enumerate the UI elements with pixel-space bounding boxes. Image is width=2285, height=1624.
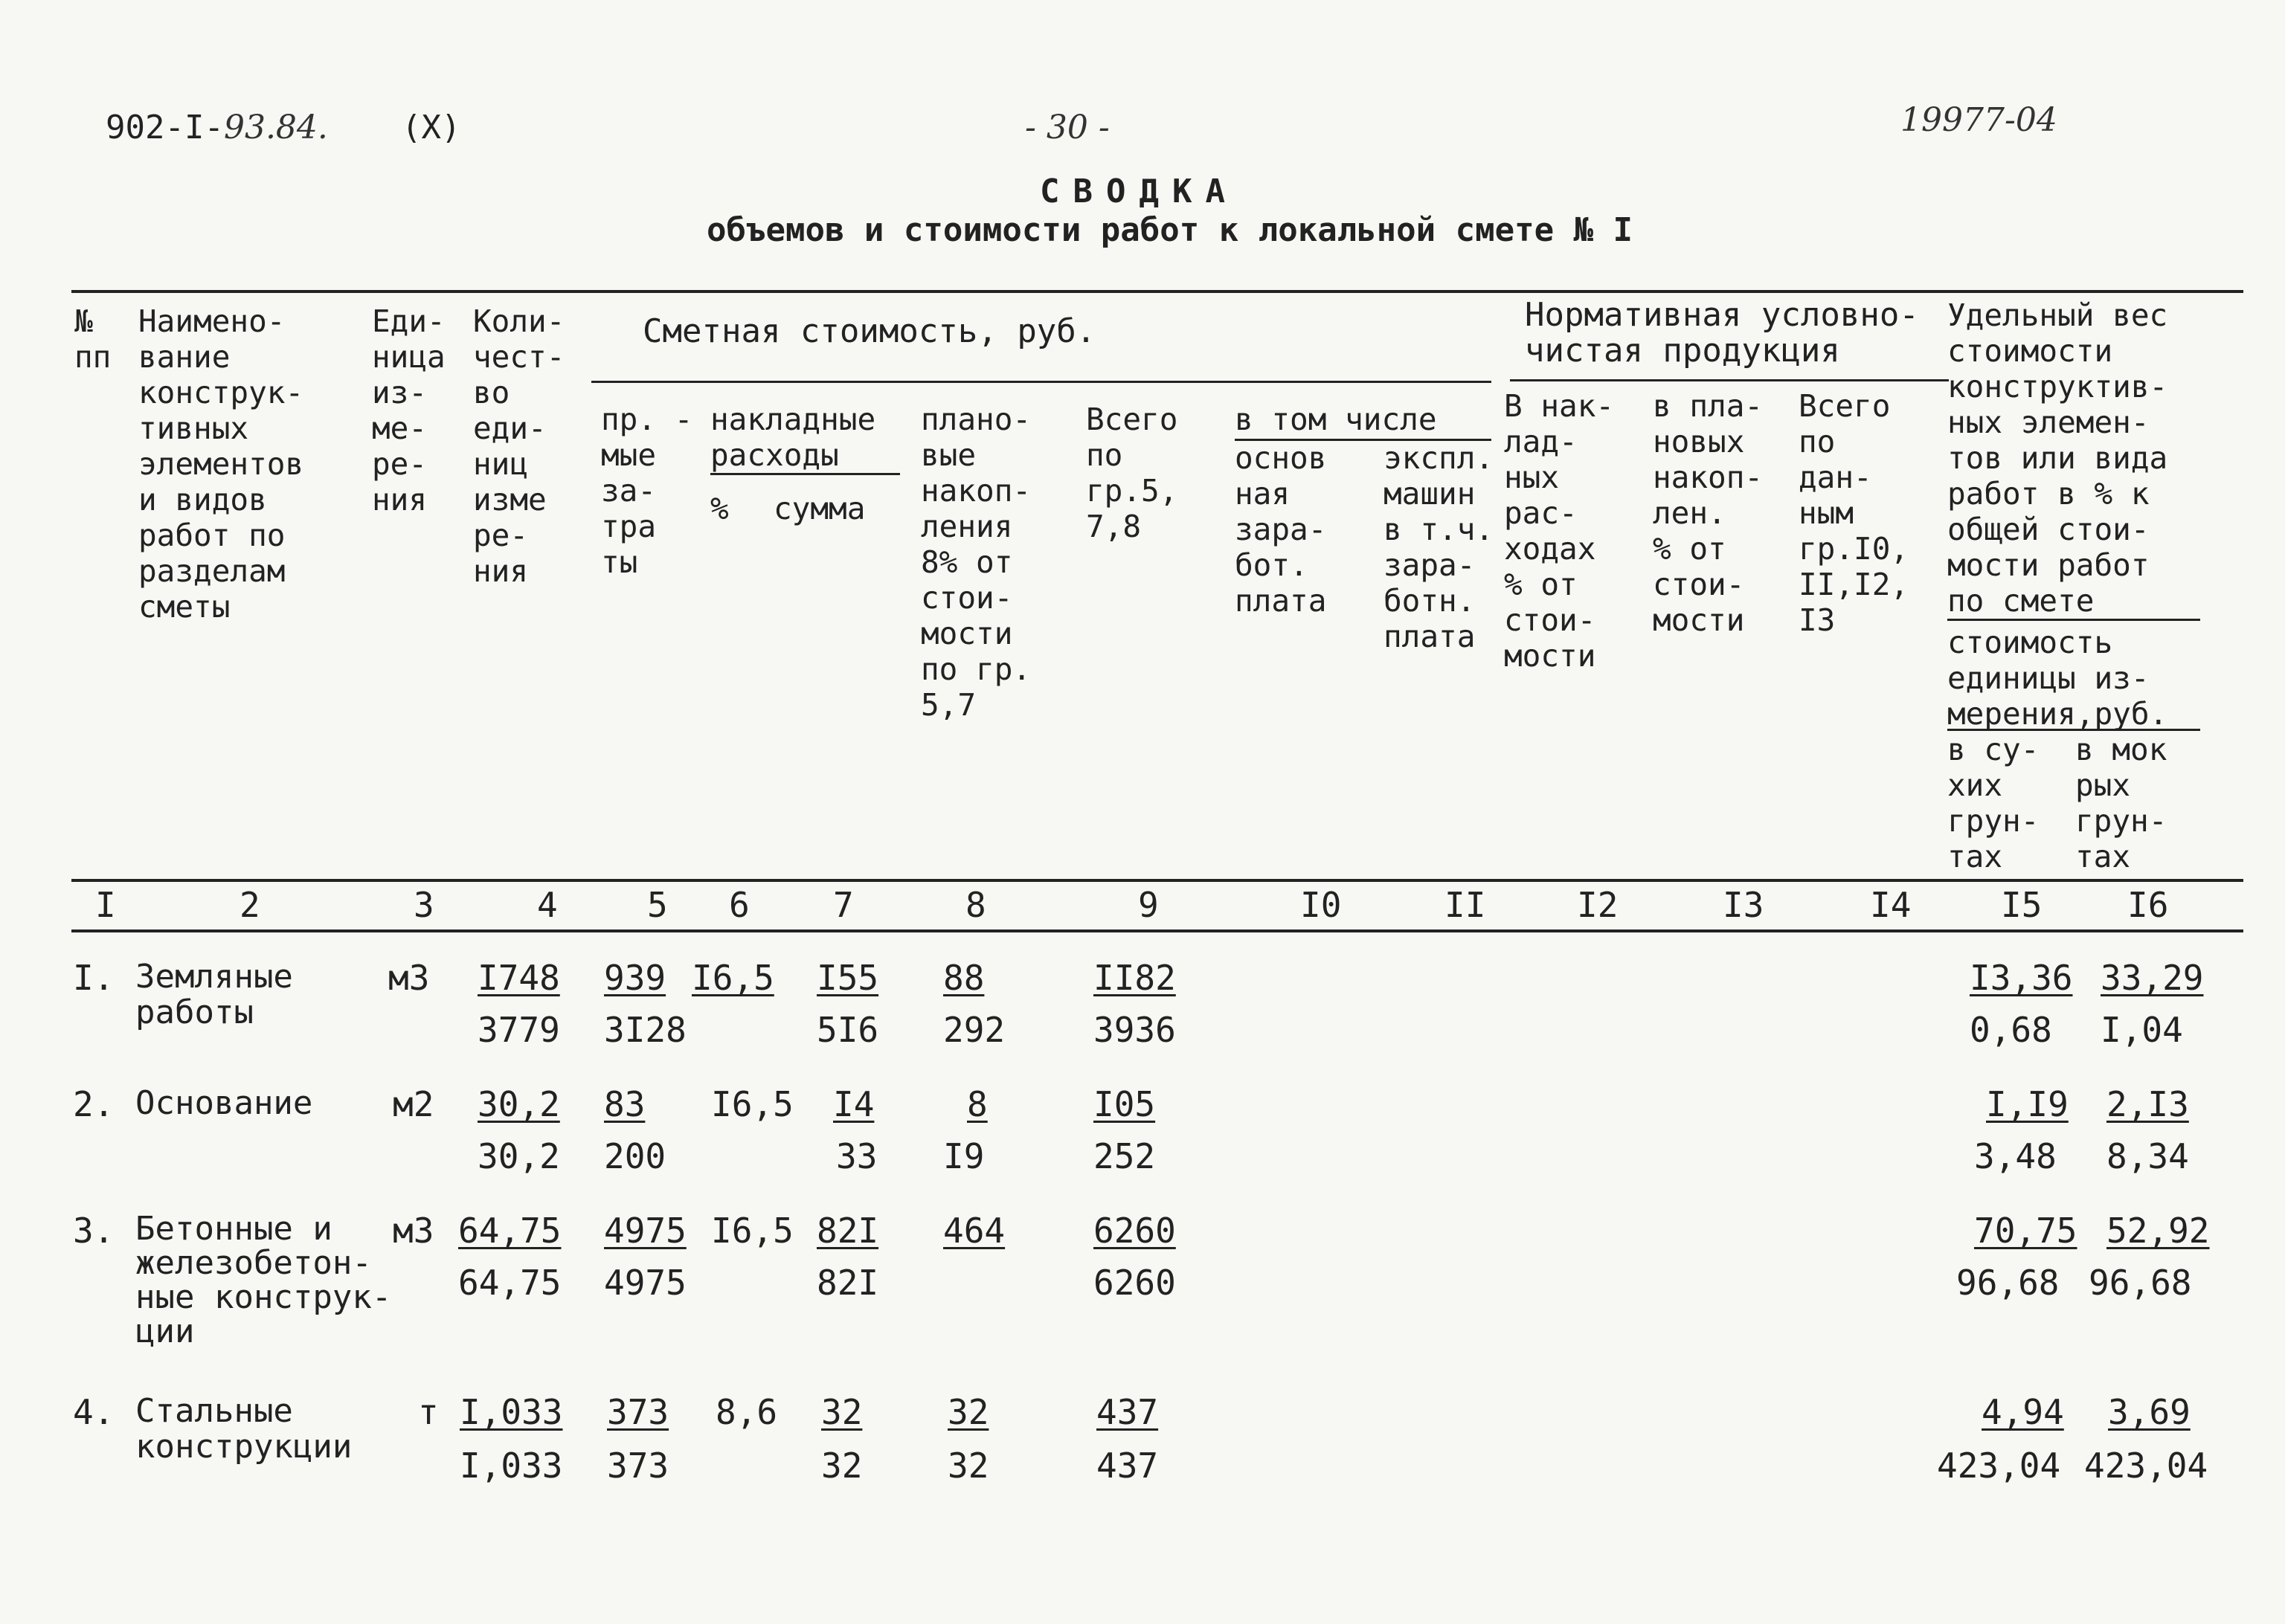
row-planned-top: 88 <box>943 958 985 998</box>
row-overhead-percent: I6,5 <box>692 958 774 998</box>
row-quantity-bottom: I,033 <box>460 1446 563 1486</box>
row-weight-wet-top: 33,29 <box>2101 958 2204 998</box>
header-total: Всего по гр.5, 7,8 <box>1086 402 1178 544</box>
row-direct-top: 83 <box>604 1084 646 1124</box>
header-wet-soil: в мок рых грун- тах <box>2075 732 2167 874</box>
column-number-7: 7 <box>833 885 854 925</box>
archive-number: 19977-04 <box>1900 101 2057 139</box>
column-number-5: 5 <box>647 885 668 925</box>
header-base-salary: основ ная зара- бот. плата <box>1235 440 1327 619</box>
row-number: 4. <box>73 1392 115 1432</box>
row-planned-bottom: I9 <box>943 1136 985 1176</box>
row-overhead-sum-top: 82I <box>817 1211 879 1251</box>
page-title: СВОДКА <box>1040 173 1238 210</box>
row-weight-wet-bottom: 96,68 <box>2089 1263 2192 1303</box>
header-dry-soil: в су- хих грун- тах <box>1947 732 2040 874</box>
row-weight-dry-top: 70,75 <box>1974 1211 2077 1251</box>
header-overhead-percent: % <box>710 491 729 526</box>
header-machine-operation: экспл. машин в т.ч. зара- ботн. плата <box>1383 440 1494 654</box>
norm-group-underline <box>1510 379 1949 381</box>
row-weight-dry-top: 4,94 <box>1982 1392 2064 1432</box>
header-norm-planned: в пла- новых накоп- лен. % от стои- мости <box>1653 388 1764 638</box>
row-overhead-sum-top: 32 <box>821 1392 863 1432</box>
column-number-12: I2 <box>1577 885 1619 925</box>
column-numbers-rule <box>71 929 2243 932</box>
column-number-8: 8 <box>965 885 986 925</box>
row-overhead-sum-top: I55 <box>817 958 879 998</box>
row-weight-dry-top: I3,36 <box>1970 958 2073 998</box>
row-total-top: II82 <box>1093 958 1176 998</box>
header-norm-group: Нормативная условно- чистая продукция <box>1525 296 1919 370</box>
weight-group-underline <box>1947 619 2200 621</box>
document-code <box>106 109 328 146</box>
row-direct-top: 939 <box>604 958 666 998</box>
row-weight-wet-bottom: 423,04 <box>2084 1446 2208 1486</box>
header-cost-group: Сметная стоимость, руб. <box>643 312 1096 350</box>
row-name: Стальные конструкции <box>135 1392 353 1466</box>
header-overhead-sum: сумма <box>774 491 866 526</box>
row-total-bottom: 252 <box>1093 1136 1156 1176</box>
row-number: I. <box>73 958 115 998</box>
row-weight-dry-bottom: 423,04 <box>1937 1446 2061 1486</box>
column-number-3: 3 <box>414 885 434 925</box>
row-weight-wet-top: 2,I3 <box>2106 1084 2189 1124</box>
column-number-6: 6 <box>729 885 750 925</box>
header-row-number: № пп <box>74 303 112 375</box>
row-unit: м3 <box>388 958 430 998</box>
header-incl-group: в том числе <box>1235 402 1437 437</box>
header-planned-savings: плано- вые накоп- ления 8% от стои- мости по гр. 5,7 <box>921 402 1032 723</box>
cost-group-underline <box>591 381 1491 383</box>
row-quantity-bottom: 3779 <box>478 1010 560 1050</box>
column-number-4: 4 <box>537 885 558 925</box>
column-number-1: I <box>95 885 116 925</box>
column-number-15: I5 <box>2001 885 2043 925</box>
column-number-2: 2 <box>240 885 260 925</box>
row-weight-wet-bottom: 8,34 <box>2106 1136 2189 1176</box>
row-quantity-top: I,033 <box>460 1392 563 1432</box>
row-total-bottom: 6260 <box>1093 1263 1176 1303</box>
row-number: 2. <box>73 1084 115 1124</box>
row-direct-bottom: 3I28 <box>604 1010 687 1050</box>
row-overhead-percent: I6,5 <box>711 1211 794 1251</box>
row-planned-top: 8 <box>967 1084 988 1124</box>
row-weight-wet-bottom: I,04 <box>2101 1010 2183 1050</box>
row-name: Бетонные и железобетон- ные конструк- ции <box>135 1210 392 1350</box>
row-planned-bottom: 32 <box>948 1446 989 1486</box>
column-number-14: I4 <box>1870 885 1912 925</box>
row-overhead-sum-top: I4 <box>833 1084 875 1124</box>
row-total-top: 437 <box>1096 1392 1159 1432</box>
row-overhead-percent: 8,6 <box>716 1392 778 1432</box>
overhead-group-underline <box>710 473 900 475</box>
row-total-top: 6260 <box>1093 1211 1176 1251</box>
row-total-top: I05 <box>1093 1084 1156 1124</box>
header-bottom-rule <box>71 879 2243 882</box>
table-top-rule <box>71 290 2243 293</box>
row-direct-top: 4975 <box>604 1211 687 1251</box>
row-direct-bottom: 4975 <box>604 1263 687 1303</box>
row-unit: м2 <box>393 1084 434 1124</box>
row-planned-top: 32 <box>948 1392 989 1432</box>
page-number: - 30 - <box>1025 109 1110 146</box>
row-weight-dry-top: I,I9 <box>1986 1084 2069 1124</box>
row-overhead-sum-bottom: 82I <box>817 1263 879 1303</box>
header-norm-total: Всего по дан- ным гр.I0, II,I2, I3 <box>1799 388 1909 638</box>
row-quantity-bottom: 30,2 <box>478 1136 560 1176</box>
document-code-prefix: 902-I- <box>106 109 224 146</box>
row-direct-top: 373 <box>607 1392 669 1432</box>
header-weight-group: Удельный вес стоимости конструктив- ных элемен- тов или вида работ в % к общей стои- мости работ по смете <box>1947 297 2168 619</box>
document-code-handwritten: 93.84. <box>223 109 328 146</box>
document-mark: (X) <box>402 109 461 146</box>
row-planned-bottom: 292 <box>943 1010 1006 1050</box>
row-unit: м3 <box>393 1211 434 1251</box>
header-norm-overhead: В нак- лад- ных рас- ходах % от стои- мости <box>1504 388 1615 674</box>
row-overhead-sum-bottom: 32 <box>821 1446 863 1486</box>
row-total-bottom: 3936 <box>1093 1010 1176 1050</box>
row-overhead-sum-bottom: 33 <box>836 1136 878 1176</box>
column-number-9: 9 <box>1138 885 1159 925</box>
row-overhead-percent: I6,5 <box>711 1084 794 1124</box>
row-weight-wet-top: 52,92 <box>2106 1211 2210 1251</box>
row-weight-wet-top: 3,69 <box>2108 1392 2191 1432</box>
header-name: Наимено- вание конструк- тивных элементов и видов работ по разделам сметы <box>138 303 304 625</box>
header-overhead-group: накладные расходы <box>710 402 876 473</box>
row-quantity-top: 30,2 <box>478 1084 560 1124</box>
row-weight-dry-bottom: 0,68 <box>1970 1010 2052 1050</box>
header-unit: Еди- ница из- ме- ре- ния <box>372 303 446 518</box>
row-unit: т <box>418 1392 439 1432</box>
column-number-13: I3 <box>1723 885 1764 925</box>
page-subtitle: объемов и стоимости работ к локальной смете № I <box>707 211 1633 249</box>
row-name: Земляные работы <box>135 958 293 1031</box>
row-number: 3. <box>73 1211 115 1251</box>
row-quantity-top: I748 <box>478 958 560 998</box>
column-number-10: I0 <box>1300 885 1342 925</box>
column-number-16: I6 <box>2127 885 2169 925</box>
header-unit-cost-group: стоимость единицы из- мерения,руб. <box>1947 625 2168 732</box>
row-direct-bottom: 373 <box>607 1446 669 1486</box>
row-total-bottom: 437 <box>1096 1446 1159 1486</box>
row-name: Основание <box>135 1084 313 1122</box>
row-weight-dry-bottom: 3,48 <box>1974 1136 2057 1176</box>
row-weight-dry-bottom: 96,68 <box>1956 1263 2060 1303</box>
header-quantity: Коли- чест- во еди- ниц изме ре- ния <box>473 303 565 589</box>
row-planned-top: 464 <box>943 1211 1006 1251</box>
row-quantity-bottom: 64,75 <box>458 1263 562 1303</box>
row-direct-bottom: 200 <box>604 1136 666 1176</box>
row-quantity-top: 64,75 <box>458 1211 562 1251</box>
column-number-11: II <box>1444 885 1486 925</box>
row-overhead-sum-bottom: 5I6 <box>817 1010 879 1050</box>
header-direct-costs: пр. - мые за- тра ты <box>601 402 693 580</box>
